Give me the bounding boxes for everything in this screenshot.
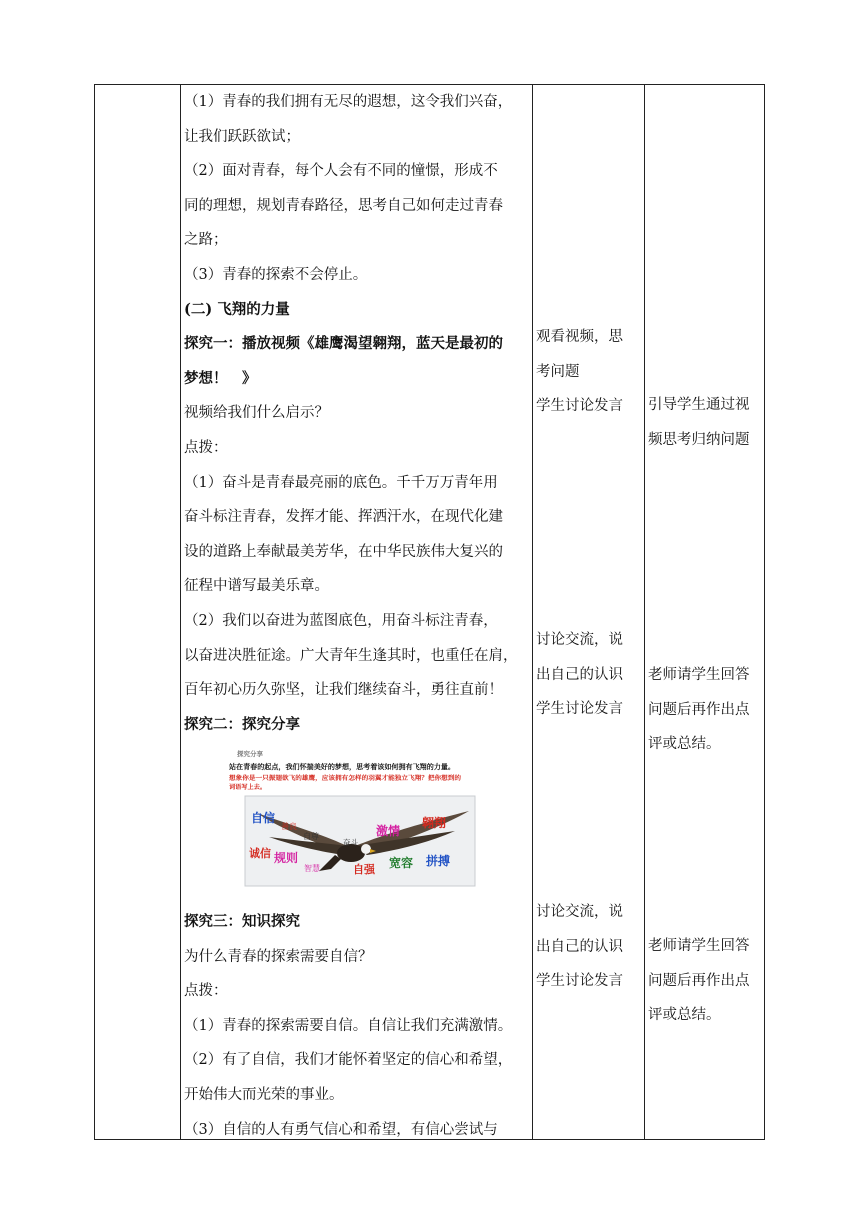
design-intent-3 xyxy=(648,929,764,1033)
word-rules: 规则 xyxy=(274,851,299,865)
content-line: 为什么青春的探索需要自信？ xyxy=(184,948,373,965)
content-line: （2）面对青春，每个人会有不同的憧憬，形成不 xyxy=(184,163,498,180)
activity-line: 出自己的认识 xyxy=(536,938,623,955)
table-divider xyxy=(644,85,645,1139)
eagle-illustration xyxy=(219,747,476,889)
content-line: 征程中谱写最美乐章。 xyxy=(184,578,329,595)
intent-line: 老师请学生回答 xyxy=(648,938,750,954)
image-line1: 站在青春的起点，我们怀揣美好的梦想，思考着该如何拥有飞翔的力量。 xyxy=(229,763,440,771)
intent-line: 频思考归纳问题 xyxy=(648,431,750,448)
intent-line: 引导学生通过视 xyxy=(648,397,750,413)
inquiry-heading: 探究一：播放视频《雄鹰渴望翱翔，蓝天是最初的 xyxy=(184,335,503,353)
content-line: 视频给我们什么启示？ xyxy=(184,405,329,422)
word-wisdom: 智慧 xyxy=(304,864,320,873)
word-confidence: 自信 xyxy=(251,811,276,825)
activity-line: 观看视频，思 xyxy=(536,329,623,345)
student-activity-3 xyxy=(536,895,636,999)
content-line: （3）自信的人有勇气信心和希望，有信心尝试与 xyxy=(184,1121,498,1138)
content-line: （2）有了自信，我们才能怀着坚定的信心和希望， xyxy=(184,1052,513,1069)
word-tolerance: 宽容 xyxy=(389,856,414,870)
student-activity-2 xyxy=(536,623,636,727)
content-line: 开始伟大而光荣的事业。 xyxy=(184,1086,344,1103)
word-self-respect: 自尊 xyxy=(303,832,319,841)
intent-line: 评或总结。 xyxy=(648,1007,721,1024)
word-self-reliance: 自强 xyxy=(353,863,375,876)
content-line: 让我们跃跃欲试； xyxy=(184,128,300,145)
image-line2: 想象你是一只振翅欲飞的雄鹰，应该拥有怎样的羽翼才能独立飞翔？把你想到的 xyxy=(229,775,446,782)
content-line: 之路； xyxy=(184,232,228,249)
student-activity-1 xyxy=(536,320,636,424)
design-intent-2 xyxy=(648,658,764,762)
word-fight: 拼搏 xyxy=(426,854,451,868)
teaching-content-after-image xyxy=(184,905,524,1147)
word-soaring: 翱翔 xyxy=(422,816,447,830)
eagle-image xyxy=(219,747,476,889)
inquiry-heading: 探究三：知识探究 xyxy=(184,913,300,930)
word-integrity: 诚信 xyxy=(249,847,271,860)
content-line: （1）青春的我们拥有无尽的遐想，这令我们兴奋， xyxy=(184,94,513,110)
content-line: （2）我们以奋进为蓝图底色，用奋斗标注青春， xyxy=(184,612,498,629)
design-intent-1 xyxy=(648,388,764,457)
table-divider xyxy=(532,85,533,1139)
intent-line: 老师请学生回答 xyxy=(648,667,750,683)
intent-line: 问题后再作出点 xyxy=(648,972,750,989)
table-divider xyxy=(180,85,181,1139)
content-line: 百年初心历久弥坚，让我们继续奋斗，勇往直前！ xyxy=(184,682,503,699)
activity-line: 考问题 xyxy=(536,363,580,380)
image-header: 探究分享 xyxy=(237,750,263,758)
content-line: 设的道路上奉献最美芳华，在中华民族伟大复兴的 xyxy=(184,543,503,560)
content-line: 同的理想，规划青春路径，思考自己如何走过青春 xyxy=(184,197,503,214)
activity-line: 学生讨论发言 xyxy=(536,398,623,415)
activity-line: 学生讨论发言 xyxy=(536,701,623,718)
intent-line: 评或总结。 xyxy=(648,736,721,753)
content-line: 点拨： xyxy=(184,439,228,456)
activity-line: 学生讨论发言 xyxy=(536,973,623,990)
word-passion: 激情 xyxy=(376,824,401,838)
inquiry-heading: 探究二：探究分享 xyxy=(184,715,300,733)
activity-line: 出自己的认识 xyxy=(536,666,623,683)
word-struggle: 奋斗 xyxy=(343,838,358,847)
intent-line: 问题后再作出点 xyxy=(648,701,750,718)
section-heading: (二) 飞翔的力量 xyxy=(184,300,290,318)
image-line3: 词语写上去。 xyxy=(229,784,267,791)
content-line: （1）青春的探索需要自信。自信让我们充满激情。 xyxy=(184,1017,513,1034)
content-line: （1）奋斗是青春最亮丽的底色。千千万万青年用 xyxy=(184,474,498,491)
content-line: 奋斗标注青春，发挥才能、挥洒汗水，在现代化建 xyxy=(184,509,503,526)
activity-line: 讨论交流，说 xyxy=(536,904,623,920)
content-line: （3）青春的探索不会停止。 xyxy=(184,266,368,283)
lesson-table xyxy=(94,84,765,1140)
content-line: 点拨： xyxy=(184,983,228,1000)
activity-line: 讨论交流，说 xyxy=(536,632,623,648)
teaching-content xyxy=(184,85,524,742)
word-kindness: 善良 xyxy=(281,822,297,831)
inquiry-heading: 梦想！ 》 xyxy=(184,369,257,387)
content-line: 以奋进决胜征途。广大青年生逢其时，也重任在肩， xyxy=(184,647,518,664)
